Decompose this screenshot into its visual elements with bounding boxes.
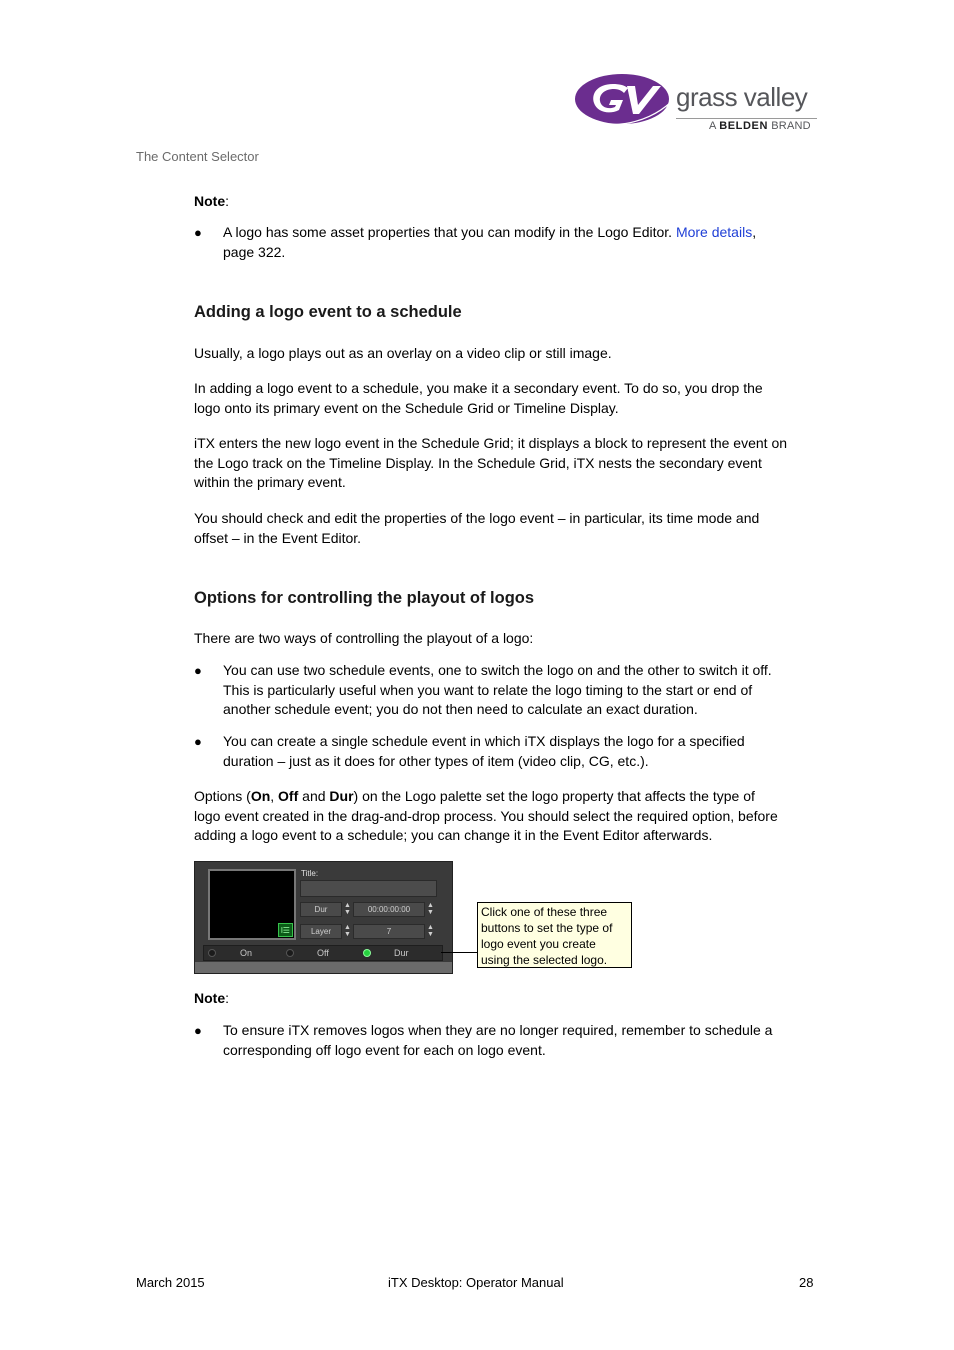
paragraph: You should check and edit the properties of the logo event – in particular, its time mode and offset – in the Event Editor. [194, 510, 760, 546]
callout-leader-line [441, 952, 477, 953]
paragraph: iTX enters the new logo event in the Schedule Grid; it displays a block to represent the event on the Logo track on the Timeline Display. In the Schedule Grid, iTX nests the secondary event within the primary event. [194, 435, 788, 490]
gv-emblem-icon [575, 72, 675, 128]
bullet-dot: ● [194, 225, 202, 240]
callout-box: Click one of these three buttons to set the type of logo event you create using the selected logo. [477, 902, 632, 968]
dur-value-spin-icon[interactable]: ▲ ▼ [427, 902, 434, 916]
dur-led-icon [363, 949, 371, 957]
footer-page-number: 28 [799, 1275, 814, 1290]
note-label: Note: [194, 990, 230, 1006]
footer-manual-title: iTX Desktop: Operator Manual [388, 1275, 564, 1290]
layer-value-spin-icon[interactable]: ▲ ▼ [427, 924, 434, 938]
dur-spin-icon[interactable]: ▲ ▼ [344, 902, 351, 916]
paragraph: Options (On, Off and Dur) on the Logo palette set the logo property that affects the type of logo event created in the drag-and-drop process. You should select the required option, before adding a logo event to a schedule; you can change it in the Event Editor afterwards. [194, 788, 778, 843]
note-bullet-text: To ensure iTX removes logos when they are no longer required, remember to schedule a corresponding off logo event for each on logo event. [223, 1022, 773, 1058]
title-input[interactable] [300, 880, 437, 897]
dur-button[interactable]: Dur [394, 948, 409, 958]
note-bullet-text: A logo has some asset properties that you can modify in the Logo Editor. More details, page 322. [223, 224, 757, 260]
section-heading-adding-logo: Adding a logo event to a schedule [194, 303, 462, 321]
palette-bottom-strip [195, 962, 452, 973]
logo-wordmark: grass valley [676, 82, 808, 112]
on-button[interactable]: On [240, 948, 253, 958]
grass-valley-logo [575, 72, 825, 136]
logo-palette-screenshot [194, 861, 453, 974]
title-label: Title: [301, 869, 319, 878]
bullet-dot: ● [194, 734, 202, 749]
paragraph: In adding a logo event to a schedule, you make it a secondary event. To do so, you drop the logo onto its primary event on the Schedule Grid or Timeline Display. [194, 380, 763, 416]
running-header: The Content Selector [136, 149, 259, 164]
section-heading-playout-options: Options for controlling the playout of logos [194, 589, 535, 607]
on-led-icon [208, 949, 216, 957]
dur-label: Dur [300, 902, 342, 917]
bullet-dot: ● [194, 1023, 202, 1038]
dur-value-field[interactable]: 00:00:00:00 [353, 902, 425, 917]
logo-badge-icon: l☰ [278, 923, 293, 937]
logo-divider [676, 118, 817, 119]
footer-date: March 2015 [136, 1275, 205, 1290]
more-details-link[interactable]: More details [675, 224, 753, 240]
logo-brandline: A BELDEN BRAND [709, 120, 811, 132]
paragraph: Usually, a logo plays out as an overlay on a video clip or still image. [194, 345, 612, 361]
logo-mode-buttons [203, 945, 443, 961]
layer-label: Layer [300, 924, 342, 939]
logo-preview [208, 869, 296, 940]
list-item: You can create a single schedule event in which iTX displays the logo for a specified duration – just as it does for other types of item (video clip, CG, etc.). [223, 733, 745, 769]
off-button[interactable]: Off [317, 948, 329, 958]
bullet-dot: ● [194, 663, 202, 678]
note-label: Note: [194, 193, 230, 209]
off-led-icon [286, 949, 294, 957]
list-item: You can use two schedule events, one to switch the logo on and the other to switch it off. This is particularly useful when you want to relate the logo timing to the start or end of another schedule event; you do not then need to calculate an exact duration. [223, 662, 772, 717]
layer-spin-icon[interactable]: ▲ ▼ [344, 924, 351, 938]
layer-value-field[interactable]: 7 [353, 924, 425, 939]
paragraph: There are two ways of controlling the playout of a logo: [194, 630, 534, 646]
